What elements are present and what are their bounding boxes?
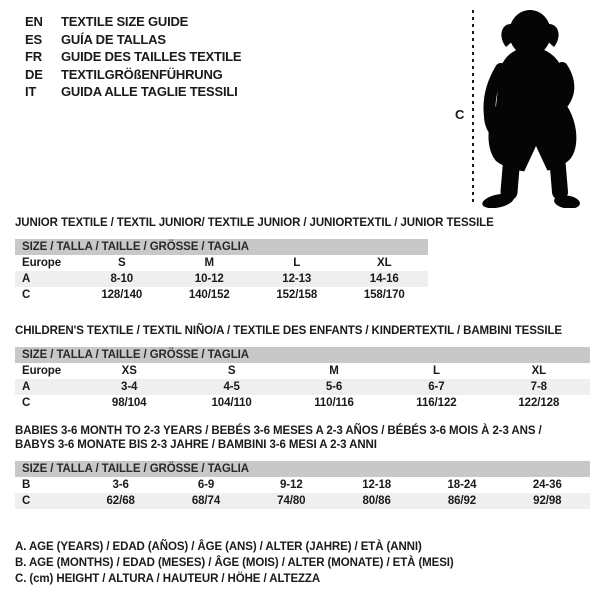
size-cell: 7-8 xyxy=(530,381,547,393)
size-cell: L xyxy=(293,257,301,269)
size-cell: 9-12 xyxy=(280,479,303,491)
language-label: GUÍA DE TALLAS xyxy=(61,31,166,47)
legend-line: B. AGE (MONTHS) / EDAD (MESES) / ÂGE (MOIS) / ALTER (MONATE) / ETÀ (MESI) xyxy=(15,557,454,569)
table-row xyxy=(15,493,590,509)
size-cell: 6-7 xyxy=(428,381,445,393)
size-cell: S xyxy=(117,257,126,269)
table-title xyxy=(15,424,590,452)
size-cell: 24-36 xyxy=(532,479,562,491)
language-label: TEXTILGRÖßENFÜHRUNG xyxy=(61,66,223,82)
language-label: TEXTILE SIZE GUIDE xyxy=(61,14,189,29)
language-row xyxy=(25,31,241,49)
language-row xyxy=(25,66,241,84)
size-cell: 104/110 xyxy=(211,397,252,409)
size-cell: M xyxy=(204,257,214,269)
table-title-line: BABYS 3-6 MONATE BIS 2-3 JAHRE / BAMBINI 3-6 MESI A 2-3 ANNI xyxy=(15,439,377,451)
table-row xyxy=(15,477,590,493)
table-title-line: BABIES 3-6 MONTH TO 2-3 YEARS / BEBÉS 3-6 MESES A 2-3 AÑOS / BÉBÉS 3-6 MOIS À 2-3 ANS / xyxy=(15,425,542,437)
table-title-line: CHILDREN'S TEXTILE / TEXTIL NIÑO/A / TEXTILE DES ENFANTS / KINDERTEXTIL / BAMBINI TESSILE xyxy=(15,325,562,337)
size-cell: 74/80 xyxy=(277,495,306,507)
table-row xyxy=(15,395,590,411)
size-cell: 110/116 xyxy=(314,397,354,409)
size-cell: L xyxy=(432,365,440,377)
table-row xyxy=(15,379,590,395)
size-cell: 80/86 xyxy=(362,495,391,507)
table-row xyxy=(15,363,590,379)
legend-line: C. (cm) HEIGHT / ALTURA / HAUTEUR / HÖHE / ALTEZZA xyxy=(15,573,321,585)
size-cell: 62/68 xyxy=(106,495,135,507)
language-row xyxy=(25,48,241,66)
language-code: IT xyxy=(25,84,37,99)
size-cell: 12-18 xyxy=(362,479,392,491)
row-label: C xyxy=(22,289,31,301)
size-cell: 68/74 xyxy=(191,495,221,507)
size-cell: 122/128 xyxy=(518,397,560,409)
size-cell: 140/152 xyxy=(188,289,230,301)
language-code: EN xyxy=(25,14,43,29)
row-label: A xyxy=(22,273,31,285)
table-title xyxy=(15,216,494,230)
legend xyxy=(15,539,454,587)
size-cell: XL xyxy=(531,365,547,377)
size-cell: 92/98 xyxy=(533,495,562,507)
row-label: C xyxy=(22,495,31,507)
measure-label-c: C xyxy=(455,107,465,122)
size-header-bar: SIZE / TALLA / TAILLE / GRÖSSE / TAGLIA xyxy=(15,461,590,477)
language-label: GUIDE DES TAILLES TEXTILE xyxy=(61,49,242,64)
language-row xyxy=(25,13,241,31)
size-cell: 4-5 xyxy=(223,381,240,393)
size-cell: XS xyxy=(121,365,137,377)
toddler-silhouette xyxy=(450,6,595,208)
size-cell: 116/122 xyxy=(416,397,457,409)
row-label: Europe xyxy=(22,365,62,377)
size-cell: 10-12 xyxy=(194,273,224,285)
size-cell: 3-6 xyxy=(112,479,129,491)
size-cell: 3-4 xyxy=(121,381,138,393)
table-title xyxy=(15,324,590,338)
size-cell: 158/170 xyxy=(363,289,405,301)
size-header-bar: SIZE / TALLA / TAILLE / GRÖSSE / TAGLIA xyxy=(15,239,428,255)
table-row xyxy=(15,255,428,271)
language-code: ES xyxy=(25,31,42,47)
table-row xyxy=(15,287,428,303)
size-table xyxy=(15,424,590,509)
size-table xyxy=(15,324,590,411)
size-cell: 152/158 xyxy=(276,289,318,301)
size-cell: S xyxy=(227,365,236,377)
size-cell: 8-10 xyxy=(110,273,134,285)
row-label: A xyxy=(22,381,31,393)
size-cell: 18-24 xyxy=(447,479,477,491)
size-cell: M xyxy=(329,365,339,377)
size-cell: 6-9 xyxy=(197,479,215,491)
size-header-bar: SIZE / TALLA / TAILLE / GRÖSSE / TAGLIA xyxy=(15,347,590,363)
language-label: GUIDA ALLE TAGLIE TESSILI xyxy=(61,84,238,99)
size-cell: 5-6 xyxy=(325,381,343,393)
size-cell: 98/104 xyxy=(111,397,147,409)
language-list xyxy=(25,13,241,101)
row-label: C xyxy=(22,397,31,409)
size-table xyxy=(15,216,494,303)
size-cell: 128/140 xyxy=(101,289,143,301)
size-cell: XL xyxy=(377,257,392,269)
size-cell: 14-16 xyxy=(369,273,399,285)
row-label: Europe xyxy=(22,257,62,269)
table-row xyxy=(15,271,428,287)
language-code: DE xyxy=(25,66,43,82)
language-row xyxy=(25,83,241,101)
toddler-figure xyxy=(481,10,581,208)
legend-line: A. AGE (YEARS) / EDAD (AÑOS) / ÂGE (ANS) / ALTER (JAHRE) / ETÀ (ANNI) xyxy=(15,541,422,553)
size-cell: 12-13 xyxy=(282,273,312,285)
row-label: B xyxy=(22,479,31,491)
size-cell: 86/92 xyxy=(447,495,477,507)
language-code: FR xyxy=(25,49,42,64)
table-title-line: JUNIOR TEXTILE / TEXTIL JUNIOR/ TEXTILE JUNIOR / JUNIORTEXTIL / JUNIOR TESSILE xyxy=(15,217,494,229)
